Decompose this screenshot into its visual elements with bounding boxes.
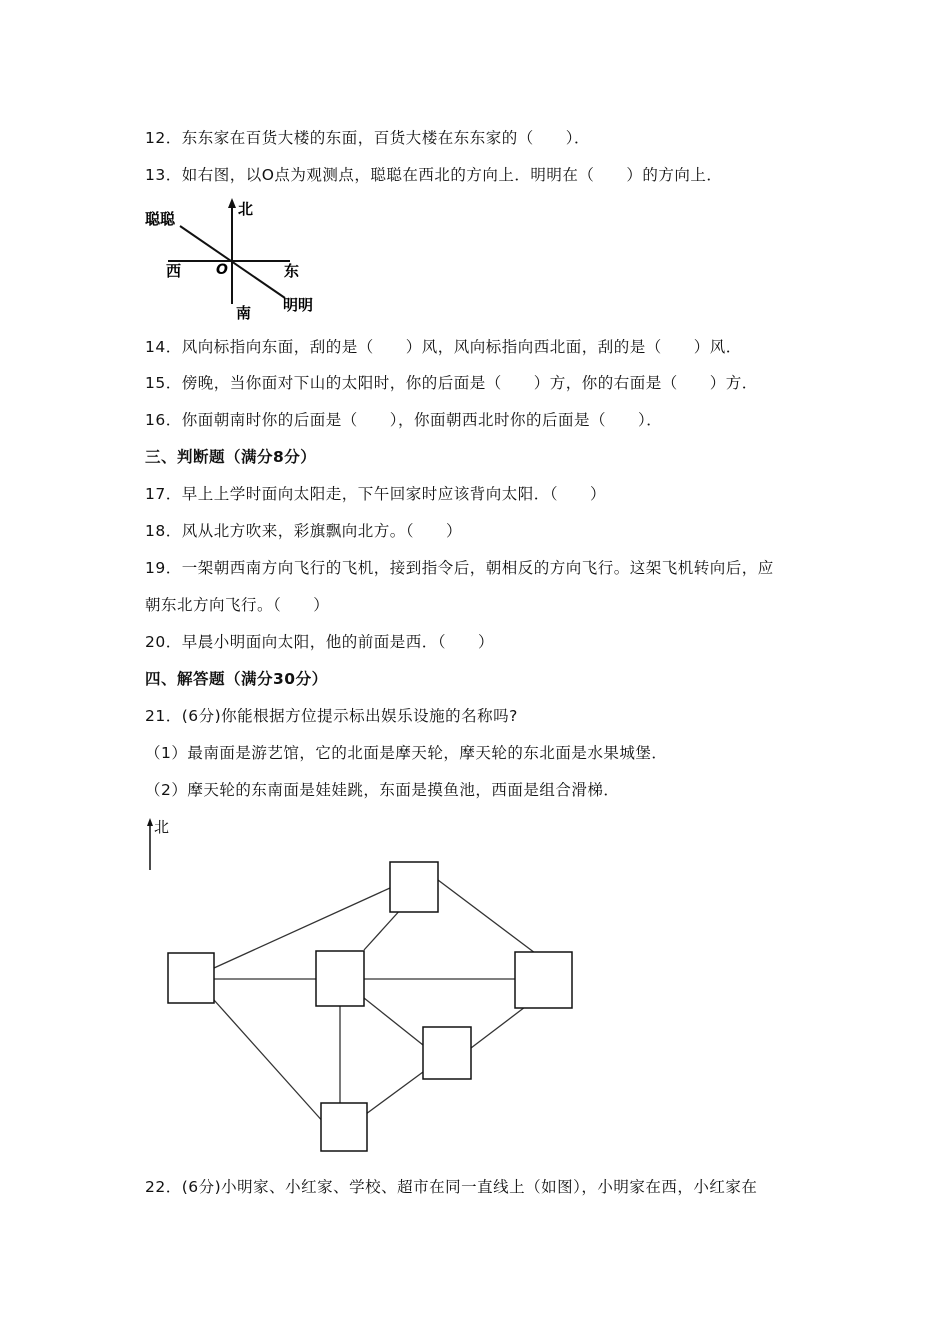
- question-12: 12．东东家在百货大楼的东面，百货大楼在东东家的（ ）．: [145, 129, 590, 147]
- section-3-heading: 三、判断题（满分8分）: [145, 448, 317, 466]
- compass-east-label: 东: [284, 262, 300, 280]
- question-18: 18．风从北方吹来，彩旗飘向北方。（ ）: [145, 522, 462, 540]
- congcong-label: 聪聪: [145, 210, 176, 228]
- compass-diagram: [140, 196, 330, 322]
- connector-line: [214, 1000, 325, 1124]
- question-16: 16．你面朝南时你的后面是（ ），你面朝西北时你的后面是（ ）．: [145, 411, 663, 429]
- connector-line: [438, 880, 535, 953]
- question-21-hint-2: （2）摩天轮的东南面是娃娃跳，东面是摸鱼池，西面是组合滑梯．: [145, 781, 620, 799]
- facility-box-east[interactable]: [515, 952, 572, 1008]
- question-22: 22．(6分)小明家、小红家、学校、超市在同一直线上（如图），小明家在西，小红家在: [145, 1178, 758, 1196]
- question-21-hint-1: （1）最南面是游艺馆，它的北面是摩天轮，摩天轮的东北面是水果城堡．: [145, 744, 668, 762]
- park-map-diagram: [140, 810, 590, 1160]
- question-20: 20．早晨小明面向太阳，他的前面是西．（ ）: [145, 633, 494, 651]
- facility-box-south[interactable]: [321, 1103, 367, 1151]
- question-15: 15．傍晚，当你面对下山的太阳时，你的后面是（ ）方，你的右面是（ ）方．: [145, 374, 758, 392]
- question-21: 21．(6分)你能根据方位提示标出娱乐设施的名称吗?: [145, 707, 518, 725]
- facility-box-west[interactable]: [168, 953, 214, 1003]
- question-19-line-2: 朝东北方向飞行。（ ）: [145, 596, 330, 614]
- mingming-label: 明明: [283, 296, 314, 314]
- question-19-line-1: 19．一架朝西南方向飞行的飞机，接到指令后，朝相反的方向飞行。这架飞机转向后，应: [145, 559, 774, 577]
- section-4-heading: 四、解答题（满分30分）: [145, 670, 328, 688]
- north-arrow-icon: [228, 198, 236, 208]
- connector-line: [364, 908, 402, 950]
- connector-line: [366, 1072, 423, 1114]
- map-north-label: 北: [154, 818, 170, 836]
- question-13: 13．如右图，以O点为观测点，聪聪在西北的方向上．明明在（ ）的方向上．: [145, 166, 723, 184]
- compass-origin-label: O: [216, 262, 228, 278]
- compass-south-label: 南: [236, 304, 252, 322]
- question-17: 17．早上上学时面向太阳走，下午回家时应该背向太阳．（ ）: [145, 485, 606, 503]
- north-arrow-icon: [147, 818, 153, 826]
- compass-west-label: 西: [166, 262, 182, 280]
- question-14: 14．风向标指向东面，刮的是（ ）风，风向标指向西北面，刮的是（ ）风．: [145, 338, 742, 356]
- facility-box-north[interactable]: [390, 862, 438, 912]
- connector-line: [471, 1007, 525, 1048]
- connector-line: [364, 998, 423, 1045]
- compass-north-label: 北: [238, 200, 254, 218]
- facility-box-center[interactable]: [316, 951, 364, 1006]
- facility-box-southeast[interactable]: [423, 1027, 471, 1079]
